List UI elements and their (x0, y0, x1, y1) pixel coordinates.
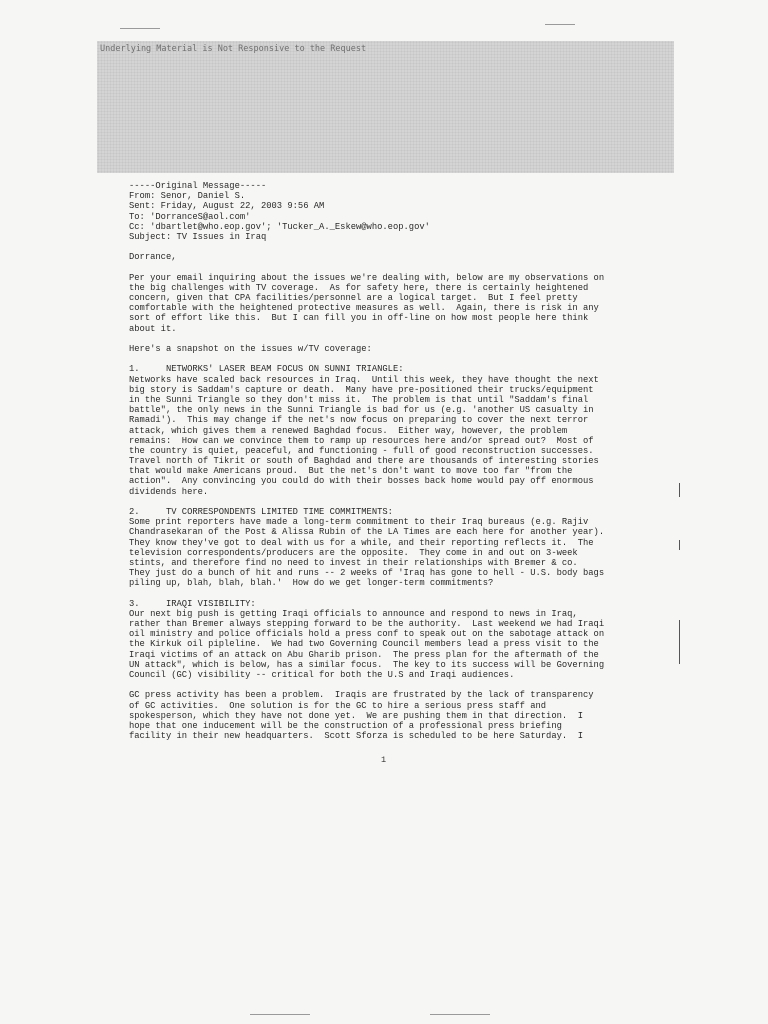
paragraph-line: Per your email inquiring about the issues we're dealing with, below are my observations on (129, 272, 605, 283)
paragraph-line: UN attack", which is below, has a similar focus. The key to its success will be Governing (129, 659, 605, 670)
paragraph-line: sort of effort like this. But I can fill you in off-line on how most people here think (129, 313, 589, 324)
scan-mark (679, 620, 680, 664)
paragraph-line: piling up, blah, blah, blah.' How do we get longer-term commitments? (129, 578, 494, 589)
email-body (129, 181, 649, 741)
email-header (129, 181, 649, 242)
cc-line: Cc: 'dbartlet@who.eop.gov'; 'Tucker_A._Eskew@who.eop.gov' (129, 221, 430, 232)
subject-line: Subject: TV Issues in Iraq (129, 231, 267, 242)
paragraph-line: the Kirkuk oil pipleline. We had two Governing Council members lead a press visit to the (129, 639, 599, 650)
paragraph-line: They know they've got to deal with us for a while, and their reporting reflects it. The (129, 537, 594, 548)
from-line: From: Senor, Daniel S. (129, 191, 246, 202)
page-number: 1 (381, 755, 387, 765)
paragraph-line: oil ministry and police officials hold a press conf to speak out on the sabotage attack on (129, 629, 605, 640)
snapshot-line: Here's a snapshot on the issues w/TV coverage: (129, 344, 372, 354)
section-heading: 2. TV CORRESPONDENTS LIMITED TIME COMMITMENTS: (129, 507, 393, 517)
paragraph-line: comfortable with the heightened protective measures as well. Again, there is risk in any (129, 303, 599, 314)
paragraph-line: in the Sunni Triangle so they don't miss it. The problem is that until "Saddam's final (129, 394, 589, 405)
section-networks (129, 364, 649, 496)
paragraph-line: Travel north of Tikrit or south of Baghdad and there are thousands of interesting stories (129, 456, 599, 467)
paragraph-line: Networks have scaled back resources in Iraq. Until this week, they have thought the next (129, 374, 599, 385)
paragraph-line: attack, which gives them a renewed Baghdad focus. Either way, however, the problem (129, 425, 568, 436)
paragraph-line: Some print reporters have made a long-term commitment to their Iraq bureaus (e.g. Rajiv (129, 517, 589, 528)
section-iraqi-visibility (129, 599, 649, 681)
salutation: Dorrance, (129, 252, 177, 263)
paragraph-line: hope that one inducement will be the construction of a professional press briefing (129, 720, 562, 731)
to-line: To: 'DorranceS@aol.com' (129, 211, 251, 222)
paragraph-line: action". Any convincing you could do with their bosses back home would pay off enormous (129, 476, 594, 487)
paragraph-line: television correspondents/producers are the opposite. They come in and out on 3-week (129, 547, 578, 558)
paragraph-line: about it. (129, 323, 177, 334)
sent-line: Sent: Friday, August 22, 2003 9:56 AM (129, 201, 325, 212)
paragraph-line: Iraqi victims of an attack on Abu Gharib prison. The press plan for the aftermath of the (129, 649, 599, 660)
paragraph-line: that would make Americans proud. But the net's don't want to move too far "from the (129, 466, 573, 477)
section-heading: 3. IRAQI VISIBILITY: (129, 598, 256, 609)
section-correspondents (129, 507, 649, 589)
redaction-block (97, 41, 674, 173)
closing-paragraph (129, 690, 649, 741)
paragraph-line: GC press activity has been a problem. Iraqis are frustrated by the lack of transparency (129, 690, 594, 701)
paragraph-line: battle", the only news in the Sunni Triangle is bad for us (e.g. 'another US casualty in (129, 405, 594, 416)
scan-mark (679, 540, 680, 550)
section-heading: 1. NETWORKS' LASER BEAM FOCUS ON SUNNI TRIANGLE: (129, 364, 404, 375)
paragraph-line: remains: How can we convince them to ramp up resources here and/or spread out? Most of (129, 435, 594, 446)
original-message-divider: -----Original Message----- (129, 181, 267, 191)
scan-mark (120, 28, 160, 29)
paragraph-line: rather than Bremer always stepping forward to be the authority. Last weekend we had Iraqi (129, 619, 605, 630)
redaction-note: Underlying Material is Not Responsive to the Request (100, 44, 367, 54)
scan-mark (250, 1014, 310, 1015)
intro-paragraph (129, 273, 649, 334)
paragraph-line: Our next big push is getting Iraqi officials to announce and respond to news in Iraq, (129, 608, 578, 619)
paragraph-line: the country is quiet, peaceful, and functioning - full of good reconstruction successes. (129, 445, 594, 456)
paragraph-line: of GC activities. One solution is for the GC to hire a serious press staff and (129, 700, 547, 711)
paragraph-line: big story is Saddam's capture or death. Many have pre-positioned their trucks/equipment (129, 384, 594, 395)
scan-mark (430, 1014, 490, 1015)
paragraph-line: Chandrasekaran of the Post & Alissa Rubin of the LA Times are each here for another year). (129, 527, 605, 538)
paragraph-line: stints, and therefore find no need to invest in their relationships with Bremer & co. (129, 557, 578, 568)
paragraph-line: Ramadi'). This may change if the net's now focus on preparing to cover the next terror (129, 415, 589, 426)
paragraph-line: They just do a bunch of hit and runs -- 2 weeks of 'Iraq has gone to hell - U.S. body bags (129, 568, 605, 579)
paragraph-line: spokesperson, which they have not done yet. We are pushing them in that direction. I (129, 710, 583, 721)
scan-mark (679, 483, 680, 497)
scan-mark (545, 24, 575, 25)
paragraph-line: dividends here. (129, 486, 209, 497)
paragraph-line: concern, given that CPA facilities/personnel are a logical target. But I feel pretty (129, 293, 578, 304)
paragraph-line: Council (GC) visibility -- critical for both the U.S and Iraqi audiences. (129, 670, 515, 680)
paragraph-line: the big challenges with TV coverage. As for safety here, there is certainly heightened (129, 282, 589, 293)
paragraph-line: facility in their new headquarters. Scott Sforza is scheduled to be here Saturday. I (129, 731, 583, 742)
